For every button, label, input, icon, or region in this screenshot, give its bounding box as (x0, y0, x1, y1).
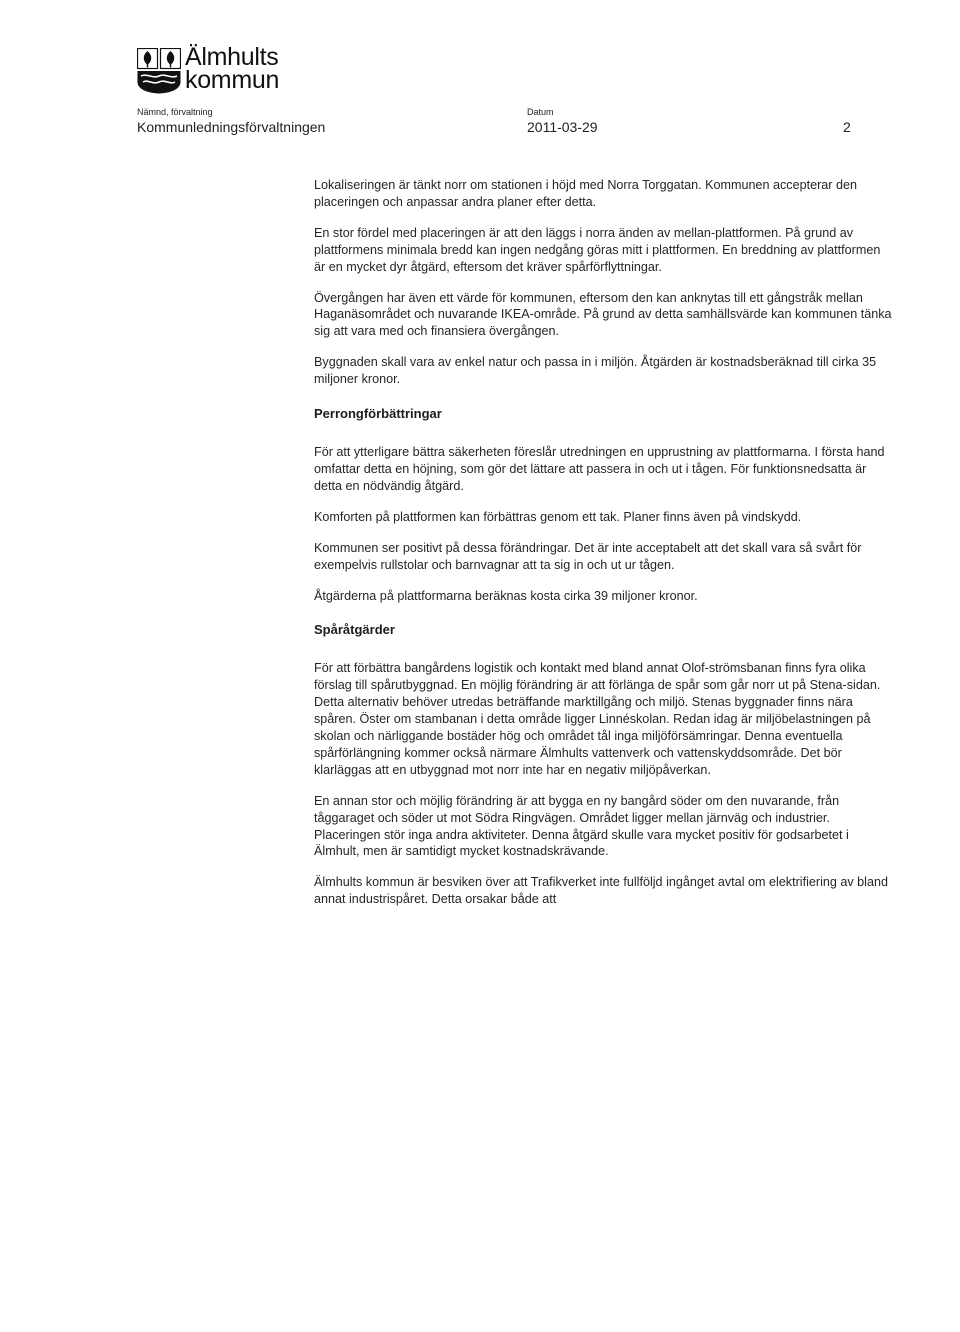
section-heading-spar: Spåråtgärder (314, 622, 395, 638)
paragraph: För att förbättra bangårdens logistik och kontakt med bland annat Olof-strömsbanan finns fyra olika förslag till spårutbyggnad. En möjlig förändring är att förlänga de spår som går norr ut på Stena-sidan. Detta alternativ behöver utredas beträffande marktillgång och miljö. Stenas byggnader finns nära spåren. Öster om stambanan i detta område ligger Linnéskolan. Redan idag är miljöbelastningen på skolan och närliggande bostäder hög och området tål inga miljöförsämringar. Denna eventuella spårförlängning kommer också närmare Älmhults vattenverk och vattenskyddsområde. Det bör klarläggas att en utbyggnad mot norr inte har en negativ miljöpåverkan. (314, 661, 881, 777)
paragraph: En annan stor och möjlig förändring är att bygga en ny bangård söder om den nuvarande, från tåggaraget och söder ut mot Södra Ringvägen. Området ligger mellan järnväg och industrier. Placeringen stör inga andra aktiviteter. Denna åtgärd skulle vara mycket positiv för godsarbetet i Älmhult, men är samtidigt mycket kostnadskrävande. (314, 793, 849, 859)
paragraph: Åtgärderna på plattformarna beräknas kosta cirka 39 miljoner kronor. (314, 588, 698, 603)
paragraph: Byggnaden skall vara av enkel natur och passa in i miljön. Åtgärden är kostnadsberäknad till cirka 35 miljoner kronor. (314, 355, 877, 387)
logo-line-1: Älmhults (185, 43, 279, 71)
date-value: 2011-03-29 (527, 119, 598, 135)
paragraph: Lokaliseringen är tänkt norr om stationen i höjd med Norra Torggatan. Kommunen accepterar den placeringen och anpassar andra planer efter detta. (314, 178, 858, 209)
paragraph: Älmhults kommun är besviken över att Trafikverket inte fullföljd ingånget avtal om elektrifiering av bland annat industrispåret. Detta orsakar både att (314, 875, 888, 907)
unit-label: Nämnd, förvaltning (137, 107, 213, 117)
document-body (314, 177, 894, 922)
paragraph: Övergången har även ett värde för kommunen, eftersom den kan anknytas till ett gångstråk mellan Haganäsområdet och nuvarande IKEA-område. På grund av detta samhällsvärde kan kommunen tänka sig att vara med och finansiera övergången. (314, 290, 892, 339)
date-label: Datum (527, 107, 554, 117)
municipality-logo (137, 43, 307, 102)
paragraph: För att ytterligare bättra säkerheten föreslår utredningen en upprustning av plattformarna. I första hand omfattar detta en höjning, som gör det lättare att passera in och ut i tågen. För funktionsnedsatta är detta en nödvändig åtgärd. (314, 445, 885, 493)
page-number: 2 (843, 119, 851, 135)
section-heading-perrong: Perrongförbättringar (314, 406, 442, 422)
logo-wordmark (185, 43, 280, 94)
logo-line-2: kommun (185, 66, 280, 94)
unit-value: Kommunledningsförvaltningen (137, 119, 326, 135)
paragraph: En stor fördel med placeringen är att den läggs i norra änden av mellan-plattformen. På grund av plattformens minimala bredd kan ingen nedgång göras mitt i plattformen. En breddning av plattformen är en mycket dyr åtgärd, eftersom det kräver spårförflyttningar. (314, 225, 881, 274)
paragraph: Komforten på plattformen kan förbättras genom ett tak. Planer finns även på vindskydd. (314, 509, 802, 524)
paragraph: Kommunen ser positivt på dessa förändringar. Det är inte acceptabelt att det skall vara så svårt för exempelvis rullstolar och barnvagnar att ta sig in och ut ur tågen. (314, 540, 862, 572)
coat-of-arms-icon (137, 48, 181, 94)
